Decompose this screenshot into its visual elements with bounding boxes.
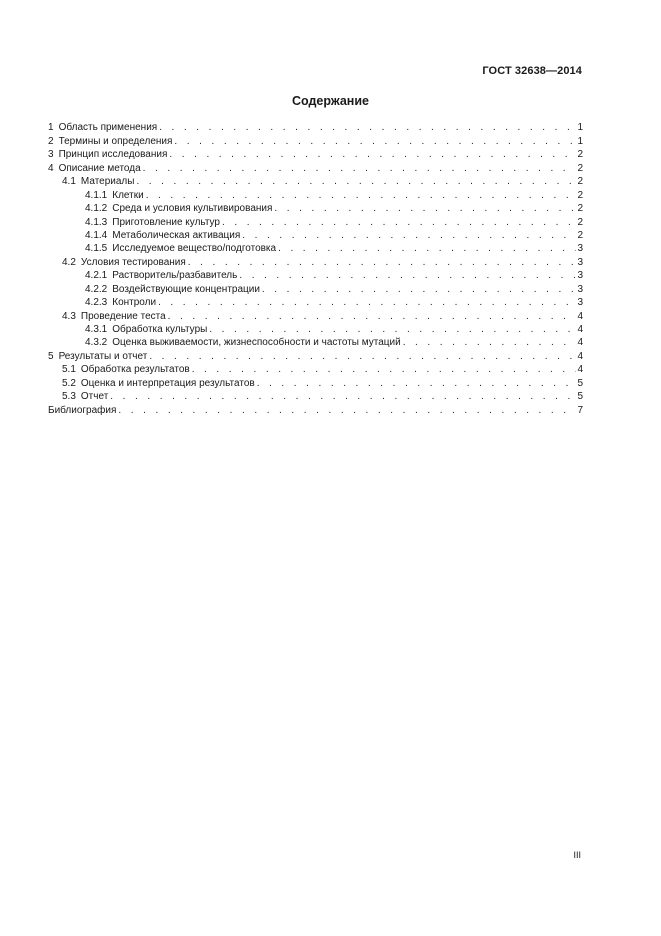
toc-entry[interactable] [48,323,583,336]
toc-entry-page: 2 [577,176,583,188]
document-code: ГОСТ 32638—2014 [482,65,582,77]
toc-entry-number: 4.1 [62,176,76,188]
toc-entry-page: 4 [577,337,583,349]
toc-title: Содержание [291,94,369,108]
dot-leader [168,310,577,323]
dot-leader [262,283,577,296]
toc-entry-number: 4.2.2 [85,283,108,295]
dot-leader [174,135,576,148]
dot-leader [159,121,576,134]
toc-entry[interactable] [48,161,583,174]
toc-entry[interactable] [48,296,583,309]
toc-entry[interactable] [48,121,583,134]
toc-entry-page: 3 [577,270,583,282]
dot-leader [403,336,577,349]
toc-entry-number: 4 [48,162,54,174]
toc-entry-label: Клетки [112,189,144,201]
dot-leader [149,350,576,363]
toc-entry[interactable] [48,215,583,228]
toc-entry[interactable] [48,349,583,362]
toc-entry[interactable] [48,148,583,161]
toc-entry-label: Растворитель/разбавитель [112,270,238,282]
dot-leader [118,404,576,417]
toc-entry-label: Контроли [112,297,157,309]
toc-entry-label: Принцип исследования [58,149,168,161]
toc-entry-number: 4.2.1 [85,270,108,282]
toc-entry-label: Область применения [58,122,158,134]
toc-entry-number: 4.3 [62,310,76,322]
toc-entry-number: 5 [48,350,54,362]
toc-entry-label: Среда и условия культивирования [112,203,273,215]
toc-entry-number: 4.3.1 [85,324,108,335]
toc-entry-page: 1 [577,122,583,134]
toc-entry[interactable] [48,309,583,322]
toc-entry-number: 4.1.1 [85,189,108,201]
toc-entry-number: 4.1.5 [85,243,108,255]
toc-entry-page: 3 [577,297,583,309]
dot-leader [274,202,576,215]
toc-entry[interactable] [48,175,583,188]
toc-entry-number: 4.1.3 [85,216,108,228]
toc-entry-label: Результаты и отчет [58,350,148,362]
toc-entry-label: Приготовление культур [112,216,220,228]
toc-entry-label: Библиография [48,404,117,416]
toc-entry-page: 2 [577,149,583,161]
toc-entry[interactable] [48,255,583,268]
toc-entry[interactable] [48,242,583,255]
toc-entry[interactable] [48,390,583,403]
toc-entry-label: Описание метода [58,162,141,174]
toc-entry[interactable] [48,134,583,147]
dot-leader [239,269,576,282]
dot-leader [169,148,576,161]
toc-entry-label: Материалы [80,176,135,188]
toc-entry-page: 7 [577,404,583,416]
toc-entry-page: 2 [577,216,583,228]
toc-entry-page: 3 [577,243,583,255]
toc-entry-label: Термины и определения [58,135,173,147]
toc-entry-number: 3 [48,149,54,161]
dot-leader [209,323,576,336]
toc-entry-label: Воздействующие концентрации [112,283,260,295]
dot-leader [188,256,577,269]
toc-entry-label: Отчет [80,391,109,403]
toc-entry[interactable] [48,336,583,349]
page-number: III [573,850,581,860]
toc-entry-number: 5.1 [62,364,76,376]
toc-entry-number: 4.2 [62,256,76,268]
toc-entry-label: Обработка культуры [112,324,208,335]
dot-leader [222,216,576,229]
toc-entry-number: 1 [48,122,54,134]
toc-entry-number: 2 [48,135,54,147]
toc-entry-number: 5.2 [62,377,76,389]
toc-entry-page: 5 [577,391,583,403]
toc-entry-label: Оценка и интерпретация результатов [80,377,255,389]
dot-leader [257,377,577,390]
dot-leader [158,296,576,309]
toc-entry-number: 4.1.4 [85,229,108,241]
toc-entry-page: 1 [577,135,583,147]
toc-entry-page: 4 [577,364,583,376]
toc-entry-label: Исследуемое вещество/подготовка [112,243,277,255]
toc-entry[interactable] [48,202,583,215]
toc-entry[interactable] [48,363,583,376]
toc-entry[interactable] [48,229,583,242]
dot-leader [136,175,576,188]
toc-entry-page: 4 [577,324,583,335]
dot-leader [146,189,577,202]
toc-entry-number: 5.3 [62,391,76,403]
toc-entry[interactable] [48,188,583,201]
toc-entry[interactable] [48,282,583,295]
dot-leader [110,390,576,403]
toc-entry-page: 2 [577,162,583,174]
toc-entry-page: 2 [577,203,583,215]
toc-entry-label: Обработка результатов [80,364,190,376]
toc-entry[interactable] [48,376,583,389]
toc-entry-page: 2 [577,189,583,201]
toc-entry-label: Оценка выживаемости, жизнеспособности и частоты мутаций [112,337,401,349]
toc-entry-label: Метаболическая активация [112,229,241,241]
toc-entry-page: 2 [577,229,583,241]
table-of-contents [48,121,583,417]
toc-entry-page: 4 [577,310,583,322]
toc-entry-page: 3 [577,256,583,268]
toc-entry-page: 3 [577,283,583,295]
toc-entry-bibliography[interactable] [48,403,583,416]
toc-entry-label: Проведение теста [80,310,166,322]
dot-leader [192,363,577,376]
dot-leader [242,229,576,242]
toc-entry[interactable] [48,269,583,282]
toc-entry-label: Условия тестирования [80,256,186,268]
toc-entry-number: 4.2.3 [85,297,108,309]
toc-entry-page: 5 [577,377,583,389]
dot-leader [143,162,577,175]
toc-entry-page: 4 [577,350,583,362]
dot-leader [278,242,576,255]
toc-entry-number: 4.3.2 [85,337,108,349]
toc-entry-number: 4.1.2 [85,203,108,215]
